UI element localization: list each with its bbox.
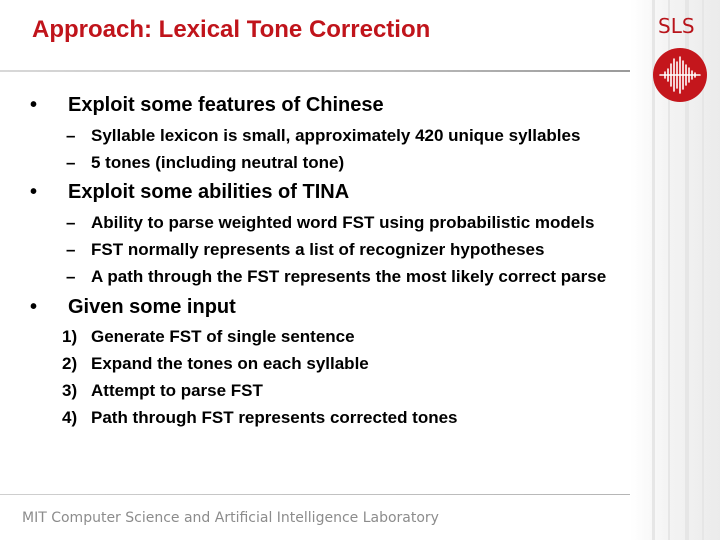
sub-bullet-marker: – — [66, 267, 76, 286]
bullet-text: Exploit some abilities of TINA — [68, 181, 350, 203]
numbered-item-text: Path through FST represents corrected tones — [91, 408, 458, 427]
numbered-marker: 2) — [62, 354, 78, 373]
sub-bullet-text: A path through the FST represents the most likely correct parse — [91, 267, 607, 286]
numbered-item-text: Generate FST of single sentence — [91, 327, 355, 346]
numbered-marker: 3) — [62, 381, 78, 400]
numbered-marker: 4) — [62, 408, 78, 427]
sub-bullet-marker: – — [66, 213, 76, 232]
numbered-item-text: Attempt to parse FST — [91, 381, 263, 400]
sub-bullet-text: FST normally represents a list of recognizer hypotheses — [91, 240, 545, 259]
sound-waveform-logo-icon — [652, 47, 708, 103]
sub-bullet-marker: – — [66, 240, 76, 259]
bullet-marker: • — [30, 181, 38, 203]
bullet-marker: • — [30, 94, 38, 116]
brand-label: SLS — [658, 14, 695, 38]
slide-title: Approach: Lexical Tone Correction — [32, 16, 431, 43]
bullet-text: Exploit some features of Chinese — [68, 94, 384, 116]
sub-bullet-marker: – — [66, 126, 76, 145]
numbered-item-text: Expand the tones on each syllable — [91, 354, 369, 373]
sub-bullet-text: Syllable lexicon is small, approximately 420 unique syllables — [91, 126, 581, 145]
numbered-marker: 1) — [62, 327, 78, 346]
footer-text: MIT Computer Science and Artificial Intelligence Laboratory — [22, 510, 439, 526]
title-divider — [0, 70, 630, 72]
bullet-marker: • — [30, 296, 38, 318]
sub-bullet-marker: – — [66, 153, 76, 172]
footer-divider — [0, 494, 630, 495]
sub-bullet-text: 5 tones (including neutral tone) — [91, 153, 345, 172]
sub-bullet-text: Ability to parse weighted word FST using probabilistic models — [91, 213, 595, 232]
bullet-text: Given some input — [68, 296, 236, 318]
